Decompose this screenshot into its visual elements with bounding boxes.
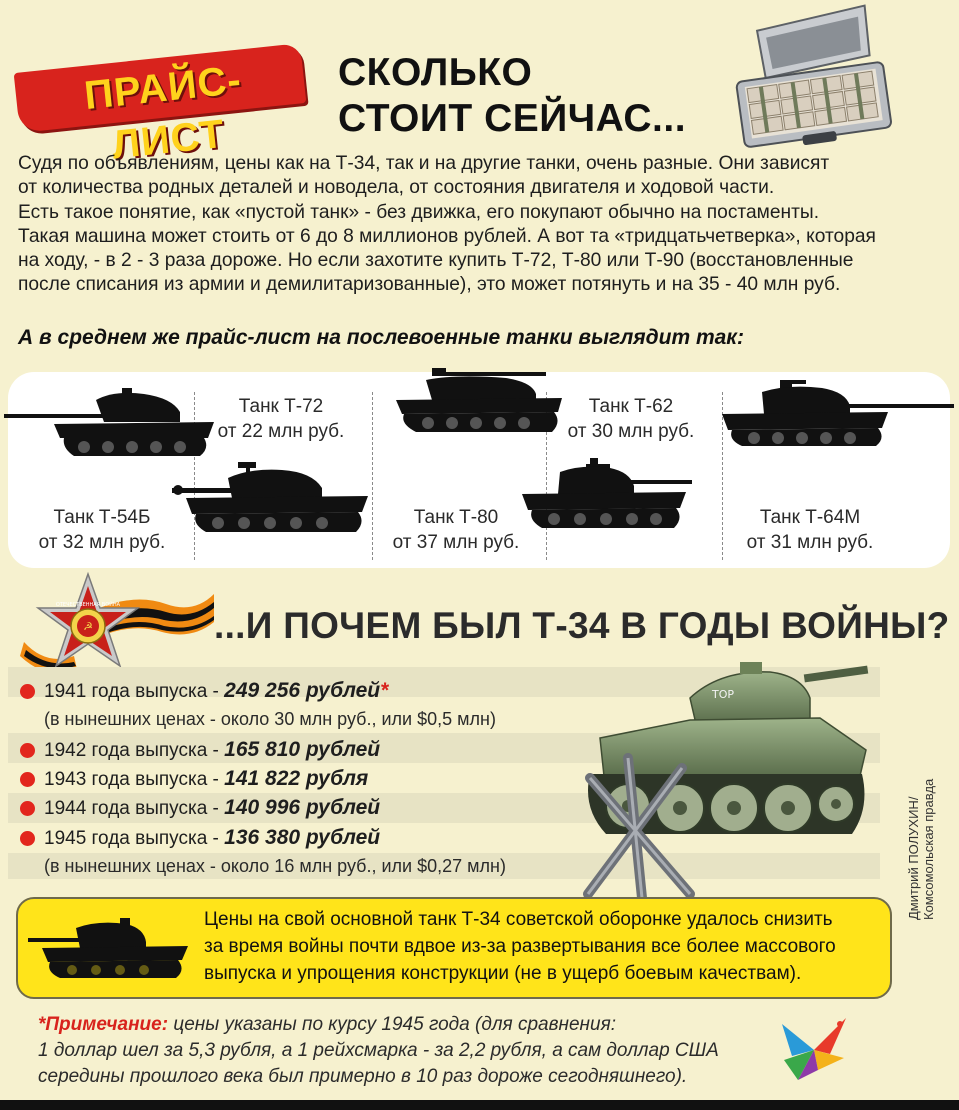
banner-label: ПРАЙС-ЛИСТ bbox=[82, 57, 244, 168]
tank-price: от 31 млн руб. bbox=[746, 532, 874, 553]
tank-label-t64m bbox=[730, 505, 890, 555]
row-label: 1944 года выпуска - bbox=[44, 798, 225, 819]
tank-name: Танк Т-80 bbox=[413, 507, 499, 528]
bullet-dot bbox=[20, 743, 35, 758]
turret-text: ТОР bbox=[712, 688, 735, 701]
info-note-text bbox=[204, 906, 884, 987]
t72-tank-icon bbox=[172, 460, 372, 534]
intro-line: Такая машина может стоить от 6 до 8 миллионов рублей. А вот та «тридцатьчетверка», которая bbox=[18, 225, 876, 247]
footnote-text: цены указаны по курсу 1945 года (для сравнения: bbox=[168, 1014, 617, 1035]
price-row-1941 bbox=[44, 679, 388, 703]
row-label: 1945 года выпуска - bbox=[44, 828, 225, 849]
footnote-label: *Примечание: bbox=[38, 1014, 169, 1035]
footnote-line bbox=[38, 1012, 798, 1038]
intro-line: на ходу, - в 2 - 3 раза дороже. Но если захотите купить Т-72, Т-80 или Т-90 (восстановленные bbox=[18, 250, 854, 272]
footnote-line: 1 доллар шел за 5,3 рубля, а 1 рейхсмарка - за 2,2 рубля, а сам доллар США bbox=[38, 1040, 719, 1061]
footnote-mark: * bbox=[380, 679, 389, 702]
price-row-1944 bbox=[44, 796, 380, 820]
row-label: 1943 года выпуска - bbox=[44, 769, 225, 790]
title-line-1: СКОЛЬКО bbox=[338, 51, 533, 94]
intro-line: от количества родных деталей и новодела, от состояния двигателя и ходовой части. bbox=[18, 177, 775, 199]
bullet-dot bbox=[20, 684, 35, 699]
t34-silhouette-icon bbox=[28, 916, 194, 980]
tank-name: Танк Т-72 bbox=[238, 396, 324, 417]
intro-line: после списания из армии и демилитаризованные), это может потянуть и на 35 - 40 млн руб. bbox=[18, 274, 841, 296]
t64m-tank-icon bbox=[718, 376, 956, 448]
tank-price: от 30 млн руб. bbox=[567, 421, 695, 442]
t62-tank-icon bbox=[510, 456, 694, 530]
intro-paragraph bbox=[18, 152, 948, 298]
price-row-1942 bbox=[44, 738, 380, 762]
emblem-text: ОТЕЧЕСТВЕННАЯ ВОЙНА bbox=[55, 602, 121, 608]
intro-line: Есть такое понятие, как «пустой танк» - без движка, его покупают обычно на постаменты. bbox=[18, 201, 820, 223]
credit-author: Дмитрий ПОЛУХИН/ bbox=[906, 796, 921, 920]
t34-tank-photo bbox=[570, 658, 870, 903]
row-label: 1942 года выпуска - bbox=[44, 740, 225, 761]
title-line-2: СТОИТ СЕЙЧАС... bbox=[338, 97, 687, 140]
row-price: 165 810 рублей bbox=[224, 738, 381, 761]
row-price: 249 256 рублей bbox=[224, 679, 381, 702]
note-line: выпуска и упрощения конструкции (не в ущерб боевым качествам). bbox=[204, 963, 802, 984]
row-price: 141 822 рубля bbox=[224, 767, 369, 790]
bullet-dot bbox=[20, 831, 35, 846]
svg-text:☭: ☭ bbox=[83, 620, 93, 633]
price-row-1943 bbox=[44, 767, 368, 791]
money-briefcase-icon bbox=[724, 2, 894, 152]
row-price: 140 996 рублей bbox=[224, 796, 381, 819]
footnote-line: середины прошлого века был примерно в 10 раз дороже сегодняшнего). bbox=[38, 1066, 688, 1087]
tank-price: от 32 млн руб. bbox=[38, 532, 166, 553]
price-note-1941: (в нынешних ценах - около 30 млн руб., или $0,5 млн) bbox=[44, 709, 496, 729]
tank-price: от 22 млн руб. bbox=[217, 421, 345, 442]
tank-label-t72 bbox=[196, 394, 366, 444]
war-section-title: ...И ПОЧЕМ БЫЛ Т-34 В ГОДЫ ВОЙНЫ? bbox=[214, 605, 950, 646]
tank-label-t54b bbox=[22, 505, 182, 555]
panel-divider bbox=[372, 392, 373, 560]
t80-tank-icon bbox=[386, 366, 566, 434]
price-list-lead: А в среднем же прайс-лист на послевоенные танки выглядит так: bbox=[18, 326, 744, 349]
tank-label-t62 bbox=[548, 394, 714, 444]
credit-publication: Комсомольская правда bbox=[921, 778, 936, 920]
tank-name: Танк Т-62 bbox=[588, 396, 674, 417]
row-label: 1941 года выпуска - bbox=[44, 681, 225, 702]
tank-label-t80 bbox=[376, 505, 536, 555]
page-title bbox=[338, 50, 738, 142]
tank-price: от 37 млн руб. bbox=[392, 532, 520, 553]
bottom-bar bbox=[0, 1100, 959, 1110]
kp-bird-logo-icon bbox=[774, 1010, 854, 1090]
note-line: Цены на свой основной танк Т-34 советской оборонке удалось снизить bbox=[204, 909, 833, 930]
intro-line: Судя по объявлениям, цены как на Т-34, так и на другие танки, очень разные. Они зависят bbox=[18, 153, 830, 174]
order-star-ribbon-icon bbox=[16, 570, 216, 680]
footnote bbox=[38, 1012, 798, 1090]
price-note-1945: (в нынешних ценах - около 16 млн руб., или $0,27 млн) bbox=[44, 856, 506, 876]
note-line: за время войны почти вдвое из-за развертывания все более массового bbox=[204, 936, 836, 957]
t54b-tank-icon bbox=[4, 386, 216, 458]
tank-name: Танк Т-64М bbox=[759, 507, 861, 528]
tank-name: Танк Т-54Б bbox=[53, 507, 151, 528]
author-credit bbox=[906, 730, 936, 920]
price-row-1945 bbox=[44, 826, 380, 850]
row-price: 136 380 рублей bbox=[224, 826, 381, 849]
bullet-dot bbox=[20, 801, 35, 816]
bullet-dot bbox=[20, 772, 35, 787]
